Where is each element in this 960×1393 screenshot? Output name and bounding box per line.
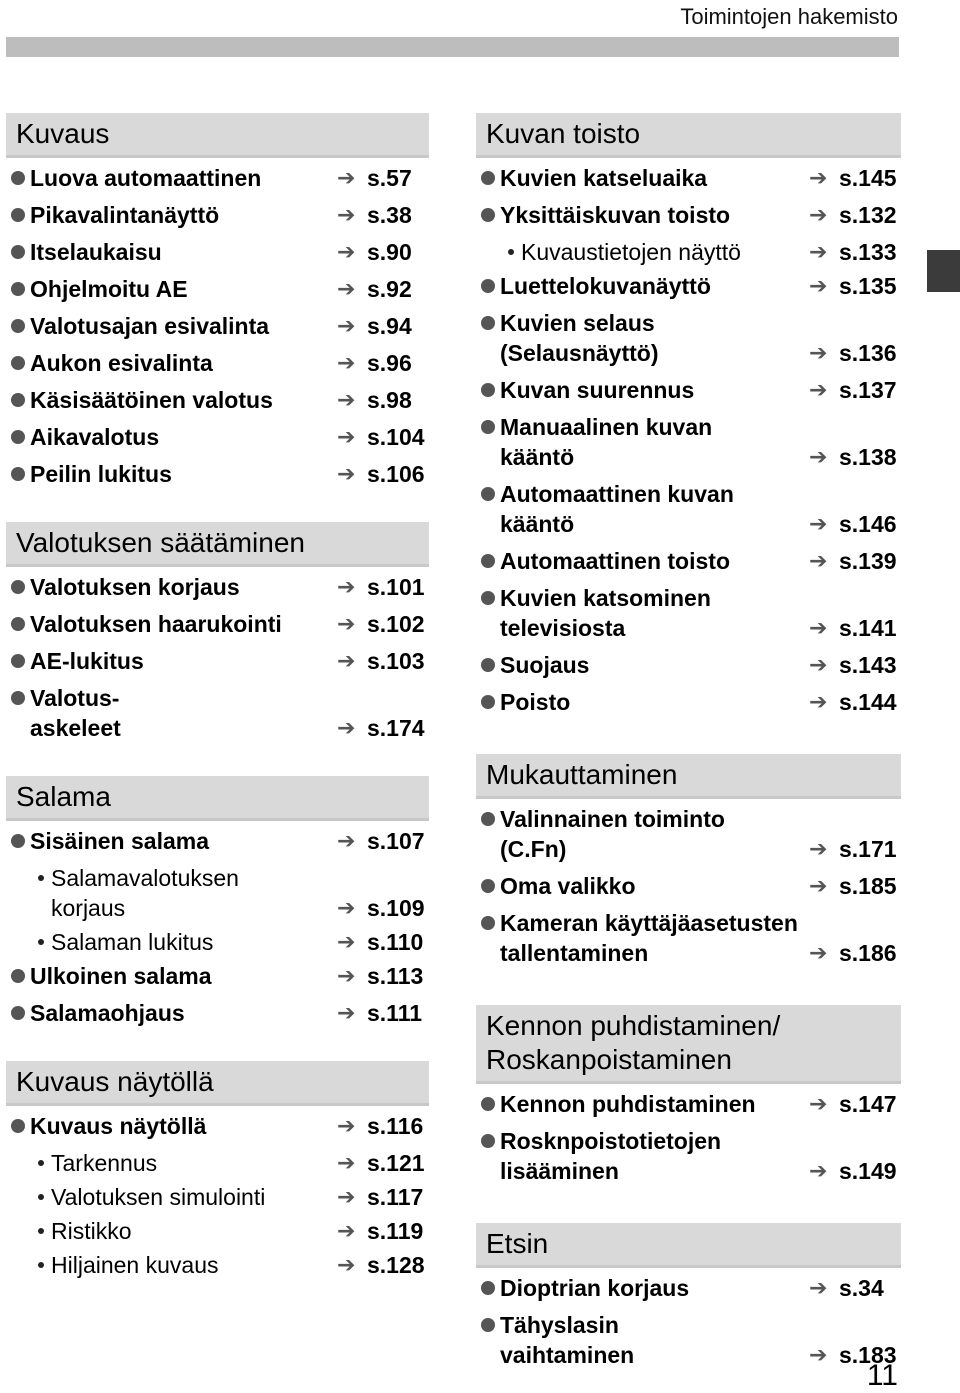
page-reference [337, 713, 429, 743]
section-heading: Etsin [476, 1223, 901, 1268]
page-reference-value: s.185 [839, 873, 897, 899]
page-reference-value: s.116 [367, 1113, 424, 1139]
page-reference [337, 1216, 429, 1246]
section-heading: Kuvan toisto [476, 113, 901, 158]
index-entry [6, 459, 429, 489]
bullet-dot-icon [6, 998, 30, 1028]
page-reference [809, 200, 901, 230]
index-section [6, 776, 429, 1028]
arrow-right-icon: ➔ [809, 1275, 828, 1300]
page-reference [809, 237, 901, 267]
bullet-dot-icon [6, 274, 30, 304]
page-reference-value: s.107 [367, 828, 425, 854]
entry-label: Poisto [500, 689, 571, 715]
index-subentry [6, 1148, 429, 1178]
sub-bullet-icon [6, 1148, 51, 1178]
sub-bullet-icon [6, 1216, 51, 1246]
bullet-dot-icon [476, 479, 500, 509]
bullet-dot-icon [476, 271, 500, 301]
index-section [6, 522, 429, 743]
page-reference-value: s.183 [839, 1342, 897, 1368]
arrow-right-icon: ➔ [337, 1184, 356, 1209]
page-reference-value: s.96 [367, 350, 412, 376]
index-entry [476, 871, 901, 901]
entry-label: Suojaus [500, 652, 590, 678]
index-entry [6, 200, 429, 230]
page-reference [337, 961, 429, 991]
bullet-dot-icon [6, 1111, 30, 1141]
index-subentry [6, 927, 429, 957]
entry-label: Dioptrian korjaus [500, 1275, 690, 1301]
index-entry [6, 826, 429, 856]
arrow-right-icon: ➔ [809, 1091, 828, 1116]
index-entry [6, 385, 429, 415]
index-section [6, 113, 429, 489]
entry-label: Salamavalotuksen korjaus [51, 865, 239, 921]
bullet-dot-icon [476, 1273, 500, 1303]
index-entry [476, 163, 901, 193]
page-reference [337, 274, 429, 304]
page-reference [809, 938, 901, 968]
page-reference [809, 834, 901, 864]
arrow-right-icon: ➔ [337, 929, 356, 954]
entry-label: Sisäinen salama [30, 828, 209, 854]
entry-label: Salaman lukitus [51, 929, 214, 955]
index-entry [6, 683, 429, 743]
arrow-right-icon: ➔ [809, 940, 828, 965]
page-reference [809, 509, 901, 539]
arrow-right-icon: ➔ [337, 239, 356, 264]
arrow-right-icon: ➔ [337, 165, 356, 190]
page-reference [809, 1273, 901, 1303]
entry-label: Kuvien katseluaika [500, 165, 708, 191]
page-reference [337, 893, 429, 923]
bullet-dot-icon [476, 375, 500, 405]
arrow-right-icon: ➔ [337, 1252, 356, 1277]
index-entry [6, 572, 429, 602]
sub-bullet-icon [476, 237, 521, 267]
bullet-dot-icon [6, 311, 30, 341]
bullet-dot-icon [476, 908, 500, 938]
index-subentry [476, 237, 901, 267]
page-reference [337, 1111, 429, 1141]
sub-bullet-icon [6, 1250, 51, 1280]
bullet-dot-icon [476, 583, 500, 613]
index-subentry [6, 1250, 429, 1280]
section-heading: Kennon puhdistaminen/ Roskanpoistaminen [476, 1005, 901, 1084]
entry-label: Valotuksen korjaus [30, 574, 240, 600]
index-entry [476, 1126, 901, 1186]
arrow-right-icon: ➔ [809, 511, 828, 536]
entry-label: Salamaohjaus [30, 1000, 185, 1026]
entry-label: Kennon puhdistaminen [500, 1091, 756, 1117]
entry-label: Käsisäätöinen valotus [30, 387, 273, 413]
page-reference-value: s.101 [367, 574, 425, 600]
entry-label: Automaattinen kuvan kääntö [500, 481, 734, 537]
index-entry [6, 609, 429, 639]
bullet-dot-icon [476, 687, 500, 717]
page-reference-value: s.113 [367, 963, 424, 989]
page-reference-value: s.133 [839, 239, 897, 265]
page-reference-value: s.102 [367, 611, 425, 637]
entry-label: Valotusajan esivalinta [30, 313, 270, 339]
bullet-dot-icon [6, 609, 30, 639]
arrow-right-icon: ➔ [337, 574, 356, 599]
arrow-right-icon: ➔ [337, 424, 356, 449]
arrow-right-icon: ➔ [337, 895, 356, 920]
page-reference [337, 646, 429, 676]
page-reference [809, 650, 901, 680]
index-entry [6, 163, 429, 193]
index-entry [6, 274, 429, 304]
page-reference [809, 1089, 901, 1119]
running-header-title: Toimintojen hakemisto [680, 4, 898, 29]
bullet-dot-icon [6, 348, 30, 378]
page-reference [337, 348, 429, 378]
page-reference-value: s.174 [367, 715, 425, 741]
arrow-right-icon: ➔ [337, 461, 356, 486]
arrow-right-icon: ➔ [337, 313, 356, 338]
index-entry [6, 422, 429, 452]
page-reference-value: s.139 [839, 548, 897, 574]
bullet-dot-icon [476, 308, 500, 338]
index-entry [476, 375, 901, 405]
arrow-right-icon: ➔ [337, 1150, 356, 1175]
bullet-dot-icon [6, 572, 30, 602]
header-bar [6, 37, 899, 57]
page-reference [809, 271, 901, 301]
arrow-right-icon: ➔ [809, 444, 828, 469]
index-entry [476, 583, 901, 643]
page-reference-value: s.186 [839, 940, 897, 966]
index-subentry [6, 1216, 429, 1246]
page-reference [337, 1250, 429, 1280]
page-reference [337, 826, 429, 856]
bullet-dot-icon [476, 163, 500, 193]
chapter-tab-marker [927, 250, 960, 292]
arrow-right-icon: ➔ [809, 873, 828, 898]
entry-label: Aikavalotus [30, 424, 160, 450]
entry-label: Rosknpoistotietojen lisääminen [500, 1128, 722, 1184]
arrow-right-icon: ➔ [809, 615, 828, 640]
page-reference [809, 338, 901, 368]
index-entry [6, 311, 429, 341]
entry-label: Ristikko [51, 1218, 132, 1244]
page-reference [337, 163, 429, 193]
bullet-dot-icon [476, 650, 500, 680]
arrow-right-icon: ➔ [809, 1342, 828, 1367]
page-reference-value: s.144 [839, 689, 897, 715]
index-entry [476, 412, 901, 472]
index-entry [476, 687, 901, 717]
page-reference-value: s.103 [367, 648, 425, 674]
arrow-right-icon: ➔ [809, 652, 828, 677]
page-reference-value: s.136 [839, 340, 897, 366]
entry-label: Kuvaustietojen näyttö [521, 239, 741, 265]
bullet-dot-icon [6, 163, 30, 193]
entry-label: AE-lukitus [30, 648, 144, 674]
arrow-right-icon: ➔ [809, 1158, 828, 1183]
index-entry [6, 646, 429, 676]
entry-label: Kuvaus näytöllä [30, 1113, 207, 1139]
index-section [476, 754, 901, 968]
arrow-right-icon: ➔ [337, 350, 356, 375]
arrow-right-icon: ➔ [337, 1113, 356, 1138]
bullet-dot-icon [6, 646, 30, 676]
index-entry [476, 1089, 901, 1119]
arrow-right-icon: ➔ [809, 689, 828, 714]
page-reference [337, 200, 429, 230]
page-reference-value: s.132 [839, 202, 897, 228]
bullet-dot-icon [6, 422, 30, 452]
arrow-right-icon: ➔ [337, 963, 356, 988]
entry-label: Kuvan suurennus [500, 377, 695, 403]
bullet-dot-icon [6, 200, 30, 230]
arrow-right-icon: ➔ [809, 836, 828, 861]
page-reference-value: s.135 [839, 273, 897, 299]
page-reference-value: s.119 [367, 1218, 424, 1244]
section-heading: Mukauttaminen [476, 754, 901, 799]
bullet-dot-icon [476, 412, 500, 442]
page-reference-value: s.111 [367, 1000, 423, 1026]
page-reference-value: s.110 [367, 929, 424, 955]
index-section [6, 1061, 429, 1280]
page-reference-value: s.109 [367, 895, 425, 921]
section-heading: Salama [6, 776, 429, 821]
page-reference [809, 163, 901, 193]
index-entry [6, 998, 429, 1028]
entry-label: Oma valikko [500, 873, 636, 899]
page-reference-value: s.143 [839, 652, 897, 678]
page-number: 11 [866, 1359, 898, 1392]
page-reference [337, 609, 429, 639]
bullet-dot-icon [476, 871, 500, 901]
bullet-dot-icon [476, 1089, 500, 1119]
index-entry [6, 961, 429, 991]
page-reference-value: s.121 [367, 1150, 425, 1176]
page-reference-value: s.137 [839, 377, 897, 403]
page-reference-value: s.98 [367, 387, 412, 413]
bullet-dot-icon [6, 961, 30, 991]
page-reference [337, 385, 429, 415]
page-reference-value: s.90 [367, 239, 412, 265]
bullet-dot-icon [476, 200, 500, 230]
arrow-right-icon: ➔ [809, 273, 828, 298]
page-reference-value: s.106 [367, 461, 425, 487]
entry-label: Kuvien katsominen televisiosta [500, 585, 711, 641]
section-heading: Valotuksen säätäminen [6, 522, 429, 567]
page-reference-value: s.146 [839, 511, 897, 537]
entry-label: Tähyslasin vaihtaminen [500, 1312, 635, 1368]
page-reference [337, 422, 429, 452]
sub-bullet-icon [6, 1182, 51, 1212]
arrow-right-icon: ➔ [337, 1218, 356, 1243]
arrow-right-icon: ➔ [337, 1000, 356, 1025]
page-reference [809, 375, 901, 405]
arrow-right-icon: ➔ [809, 548, 828, 573]
index-entry [476, 1310, 901, 1370]
entry-label: Ohjelmoitu AE [30, 276, 188, 302]
arrow-right-icon: ➔ [337, 387, 356, 412]
entry-label: Peilin lukitus [30, 461, 172, 487]
page-reference [337, 998, 429, 1028]
entry-label: Ulkoinen salama [30, 963, 212, 989]
index-section [476, 1223, 901, 1370]
index-entry [6, 237, 429, 267]
index-entry [476, 908, 901, 968]
entry-label: Yksittäiskuvan toisto [500, 202, 731, 228]
arrow-right-icon: ➔ [337, 828, 356, 853]
entry-label: Valotuksen simulointi [51, 1184, 266, 1210]
bullet-dot-icon [6, 385, 30, 415]
page-reference-value: s.94 [367, 313, 412, 339]
entry-label: Luettelokuvanäyttö [500, 273, 711, 299]
arrow-right-icon: ➔ [337, 611, 356, 636]
index-entry [476, 650, 901, 680]
page-reference [809, 871, 901, 901]
entry-label: Valinnainen toiminto (C.Fn) [500, 806, 725, 862]
page-reference [809, 442, 901, 472]
page-reference [337, 927, 429, 957]
bullet-dot-icon [6, 826, 30, 856]
page-reference [809, 1156, 901, 1186]
arrow-right-icon: ➔ [809, 377, 828, 402]
page-reference-value: s.117 [367, 1184, 424, 1210]
page-reference-value: s.147 [839, 1091, 897, 1117]
entry-label: Automaattinen toisto [500, 548, 730, 574]
entry-label: Kuvien selaus (Selausnäyttö) [500, 310, 659, 366]
arrow-right-icon: ➔ [809, 202, 828, 227]
arrow-right-icon: ➔ [337, 648, 356, 673]
page-reference [337, 572, 429, 602]
index-entry [476, 200, 901, 230]
right-column [476, 113, 901, 1377]
arrow-right-icon: ➔ [337, 715, 356, 740]
page-reference [809, 687, 901, 717]
entry-label: Aukon esivalinta [30, 350, 213, 376]
bullet-dot-icon [476, 804, 500, 834]
page-reference-value: s.145 [839, 165, 897, 191]
page-reference-value: s.57 [367, 165, 412, 191]
arrow-right-icon: ➔ [809, 340, 828, 365]
entry-label: Kameran käyttäjäasetusten tallentaminen [500, 910, 798, 966]
page-reference [337, 237, 429, 267]
index-entry [476, 308, 901, 368]
index-subentry [6, 1182, 429, 1212]
page-reference [337, 1148, 429, 1178]
page-reference [337, 1182, 429, 1212]
sub-bullet-icon [6, 927, 51, 957]
arrow-right-icon: ➔ [337, 276, 356, 301]
page-reference-value: s.34 [839, 1275, 884, 1301]
page-reference-value: s.104 [367, 424, 425, 450]
bullet-dot-icon [476, 1126, 500, 1156]
arrow-right-icon: ➔ [809, 165, 828, 190]
bullet-dot-icon [476, 1310, 500, 1340]
index-subentry [6, 863, 429, 923]
page-reference-value: s.141 [839, 615, 897, 641]
sub-bullet-icon [6, 863, 51, 893]
bullet-dot-icon [476, 546, 500, 576]
bullet-dot-icon [6, 683, 30, 713]
section-heading: Kuvaus [6, 113, 429, 158]
index-section [476, 1005, 901, 1186]
index-entry [476, 271, 901, 301]
page-reference-value: s.138 [839, 444, 897, 470]
page-reference [809, 613, 901, 643]
entry-label: Valotus- askeleet [30, 685, 121, 741]
index-entry [476, 1273, 901, 1303]
page-reference-value: s.38 [367, 202, 412, 228]
arrow-right-icon: ➔ [809, 239, 828, 264]
entry-label: Pikavalintanäyttö [30, 202, 220, 228]
arrow-right-icon: ➔ [337, 202, 356, 227]
page-reference-value: s.92 [367, 276, 412, 302]
entry-label: Luova automaattinen [30, 165, 262, 191]
left-column [6, 113, 429, 1284]
bullet-dot-icon [6, 237, 30, 267]
bullet-dot-icon [6, 459, 30, 489]
entry-label: Valotuksen haarukointi [30, 611, 282, 637]
entry-label: Hiljainen kuvaus [51, 1252, 219, 1278]
entry-label: Manuaalinen kuvan kääntö [500, 414, 713, 470]
entry-label: Tarkennus [51, 1150, 158, 1176]
index-entry [476, 546, 901, 576]
section-heading: Kuvaus näytöllä [6, 1061, 429, 1106]
index-entry [476, 479, 901, 539]
index-entry [6, 1111, 429, 1141]
page-reference-value: s.171 [839, 836, 897, 862]
page-reference [337, 311, 429, 341]
page-reference-value: s.149 [839, 1158, 897, 1184]
page-reference-value: s.128 [367, 1252, 425, 1278]
page-reference [809, 546, 901, 576]
index-section [476, 113, 901, 717]
index-entry [476, 804, 901, 864]
entry-label: Itselaukaisu [30, 239, 162, 265]
page-reference [337, 459, 429, 489]
index-entry [6, 348, 429, 378]
